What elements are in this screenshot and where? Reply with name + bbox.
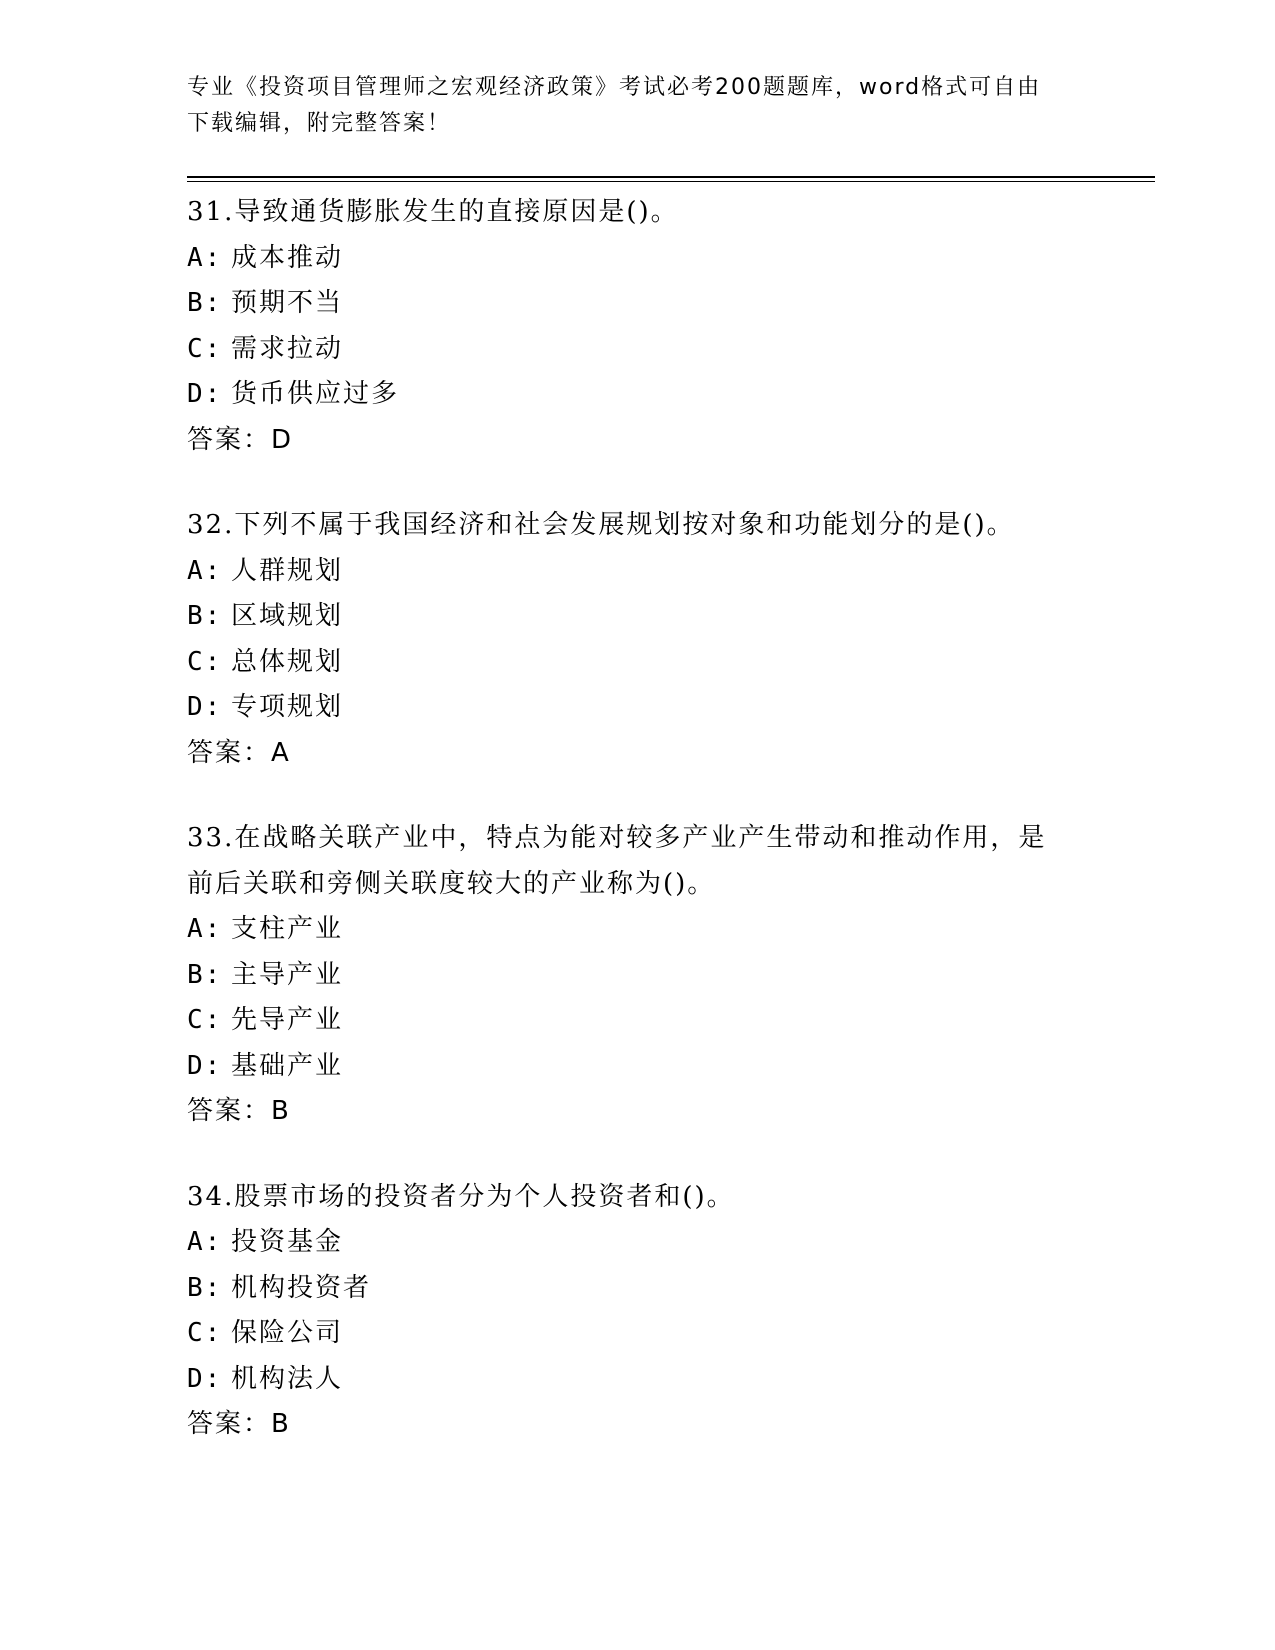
option-text: 保险公司	[231, 1318, 344, 1348]
answer-line: 答案：D	[187, 424, 294, 455]
option-text: 支柱产业	[231, 914, 344, 944]
question-stem-continued: 前后关联和旁侧关联度较大的产业称为()。	[187, 868, 716, 899]
answer-line: 答案：A	[187, 737, 291, 768]
answer-line: 答案：B	[187, 1409, 291, 1439]
question-stem: 33.在战略关联产业中，特点为能对较多产业产生带动和推动作用，是	[187, 823, 1047, 853]
option-a	[187, 236, 1087, 282]
header-line: 下载编辑，附完整答案！	[187, 111, 452, 136]
option-letter: C:	[187, 1005, 223, 1035]
option-d	[187, 1357, 1087, 1403]
option-d	[187, 685, 1087, 731]
question-stem: 34.股票市场的投资者分为个人投资者和()。	[187, 1181, 735, 1212]
option-text: 基础产业	[231, 1050, 344, 1081]
option-letter: A:	[187, 242, 223, 273]
option-letter: B:	[187, 601, 223, 631]
option-letter: C:	[187, 646, 223, 677]
option-text: 机构法人	[231, 1363, 344, 1394]
option-letter: A:	[187, 555, 223, 586]
question-stem: 31.导致通货膨胀发生的直接原因是()。	[187, 197, 679, 227]
option-text: 成本推动	[231, 242, 344, 273]
option-c	[187, 327, 1087, 373]
option-letter: D:	[187, 1363, 223, 1394]
option-letter: A:	[187, 1227, 223, 1257]
option-d	[187, 372, 1087, 418]
question-list	[187, 190, 1087, 1488]
option-b	[187, 953, 1087, 999]
option-text: 主导产业	[231, 959, 344, 990]
option-b	[187, 1266, 1087, 1312]
option-letter: C:	[187, 333, 223, 364]
option-b	[187, 594, 1087, 640]
option-b	[187, 281, 1087, 327]
question-33	[187, 816, 1087, 1135]
option-letter: A:	[187, 914, 223, 944]
option-letter: C:	[187, 1318, 223, 1348]
question-31	[187, 190, 1087, 463]
option-text: 人群规划	[231, 555, 344, 586]
option-text: 区域规划	[231, 601, 344, 631]
question-34	[187, 1175, 1087, 1448]
option-c	[187, 1311, 1087, 1357]
document-header	[187, 70, 1087, 142]
option-text: 预期不当	[231, 288, 344, 318]
option-c	[187, 998, 1087, 1044]
option-letter: B:	[187, 959, 223, 990]
option-c	[187, 640, 1087, 686]
option-text: 投资基金	[231, 1227, 344, 1257]
option-text: 需求拉动	[231, 333, 344, 364]
option-letter: D:	[187, 379, 223, 409]
option-letter: D:	[187, 692, 223, 722]
option-a	[187, 907, 1087, 953]
header-divider	[187, 176, 1155, 182]
option-letter: D:	[187, 1050, 223, 1081]
option-text: 专项规划	[231, 692, 344, 722]
header-line: 专业《投资项目管理师之宏观经济政策》考试必考200题题库，word格式可自由	[187, 75, 1042, 100]
option-letter: B:	[187, 1272, 223, 1303]
option-text: 先导产业	[231, 1005, 344, 1035]
question-stem: 32.下列不属于我国经济和社会发展规划按对象和功能划分的是()。	[187, 510, 1015, 540]
option-a	[187, 549, 1087, 595]
option-letter: B:	[187, 288, 223, 318]
question-32	[187, 503, 1087, 776]
option-text: 总体规划	[231, 646, 344, 677]
answer-line: 答案：B	[187, 1096, 291, 1126]
option-a	[187, 1220, 1087, 1266]
option-text: 机构投资者	[231, 1272, 372, 1303]
option-d	[187, 1044, 1087, 1090]
option-text: 货币供应过多	[231, 379, 400, 409]
